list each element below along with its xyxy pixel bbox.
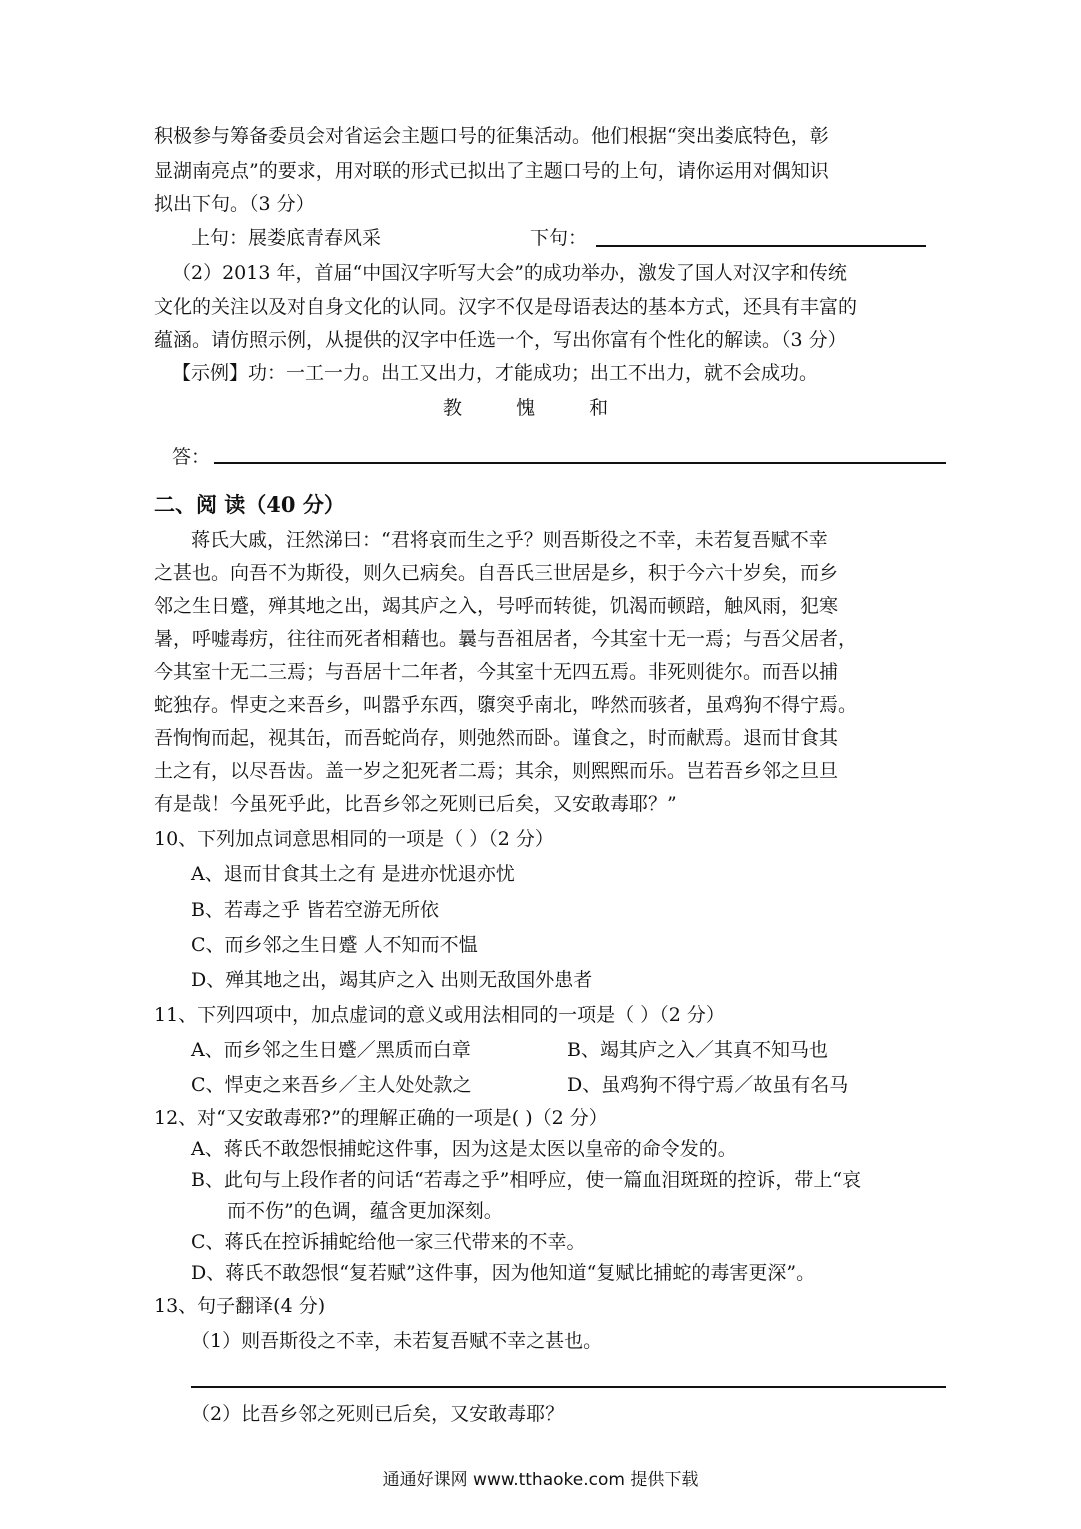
passage-line: 土之有，以尽吾齿。盖一岁之犯死者二焉；其余，则熙熙而乐。岂若吾乡邻之旦旦: [154, 760, 839, 782]
question-option: 而不伤”的色调，蕴含更加深刻。: [227, 1200, 503, 1222]
answer-blank-line: [214, 462, 946, 464]
answer-blank-line: [191, 1386, 946, 1388]
passage-line: 蒋氏大戚，汪然涕曰：“君将哀而生之乎？则吾斯役之不幸，未若复吾赋不幸: [191, 529, 828, 551]
question-option: D、蒋氏不敢怨恨“复若赋”这件事，因为他知道“复赋比捕蛇的毒害更深”。: [191, 1262, 816, 1284]
question-option: B、此句与上段作者的问话“若毒之乎”相呼应，使一篇血泪斑斑的控诉，带上“哀: [191, 1169, 862, 1191]
candidate-char: 和: [589, 397, 609, 419]
question-option: D、虽鸡狗不得宁焉／故虽有名马: [567, 1074, 849, 1096]
translation-item: （1）则吾斯役之不幸，未若复吾赋不幸之甚也。: [191, 1330, 603, 1352]
paragraph-line: 显湖南亮点”的要求，用对联的形式已拟出了主题口号的上句，请你运用对偶知识: [154, 160, 829, 182]
passage-line: 暑，呼嘘毒疠，往往而死者相藉也。曩与吾祖居者，今其室十无一焉；与吾父居者，: [154, 628, 858, 650]
passage-line: 吾恂恂而起，视其缶，而吾蛇尚存，则弛然而卧。谨食之，时而献焉。退而甘食其: [154, 727, 839, 749]
paragraph-line: 积极参与筹备委员会对省运会主题口号的征集活动。他们根据“突出娄底特色，彰: [154, 125, 829, 147]
paragraph-line: 文化的关注以及对自身文化的认同。汉字不仅是母语表达的基本方式，还具有丰富的: [154, 296, 858, 318]
question-option: B、竭其庐之入／其真不知马也: [567, 1039, 828, 1061]
question-option: C、而乡邻之生日蹙 人不知而不愠: [191, 934, 478, 956]
paragraph-line: （2）2013 年，首届“中国汉字听写大会”的成功举办，激发了国人对汉字和传统: [172, 262, 847, 284]
answer-blank-line: [596, 245, 926, 247]
passage-line: 有是哉！今虽死乎此，比吾乡邻之死则已后矣，又安敢毒耶？”: [154, 793, 677, 815]
example-line: 【示例】功：一工一力。出工又出力，才能成功；出工不出力，就不会成功。: [172, 362, 819, 384]
page-footer: 通通好课网 www.tthaoke.com 提供下载: [382, 1470, 699, 1490]
question-option: D、殚其地之出，竭其庐之入 出则无敌国外患者: [191, 969, 593, 991]
candidate-char: 愧: [516, 397, 536, 419]
section-heading: 二、阅 读（40 分）: [154, 492, 345, 517]
passage-line: 今其室十无二三焉；与吾居十二年者，今其室十无四五焉。非死则徙尔。而吾以捕: [154, 661, 839, 683]
question-option: A、蒋氏不敢怨恨捕蛇这件事，因为这是太医以皇帝的命令发的。: [191, 1138, 737, 1160]
lower-couplet-label: 下句：: [530, 227, 588, 249]
question-option: B、若毒之乎 皆若空游无所依: [191, 899, 440, 921]
paragraph-line: 拟出下句。（3 分）: [154, 193, 315, 215]
question-stem: 10、下列加点词意思相同的一项是（ ）（2 分）: [154, 828, 554, 850]
question-option: A、退而甘食其土之有 是进亦忧退亦忧: [191, 863, 515, 885]
question-stem: 13、句子翻译(4 分): [154, 1295, 326, 1317]
paragraph-line: 蕴涵。请仿照示例，从提供的汉字中任选一个，写出你富有个性化的解读。（3 分）: [154, 329, 847, 351]
question-stem: 12、对“又安敢毒邪?”的理解正确的一项是( )（2 分）: [154, 1107, 608, 1129]
question-option: C、蒋氏在控诉捕蛇给他一家三代带来的不幸。: [191, 1231, 586, 1253]
question-option: C、悍吏之来吾乡／主人处处款之: [191, 1074, 472, 1096]
candidate-characters: [443, 392, 656, 424]
passage-line: 邻之生日蹙，殚其地之出，竭其庐之入，号呼而转徙，饥渴而顿踣，触风雨，犯寒: [154, 595, 839, 617]
translation-item: （2）比吾乡邻之死则已后矣，又安敢毒耶？: [191, 1403, 565, 1425]
candidate-char: 教: [443, 397, 463, 419]
upper-couplet-label: 上句：展娄底青春风采: [191, 227, 382, 249]
passage-line: 之甚也。向吾不为斯役，则久已病矣。自吾氏三世居是乡，积于今六十岁矣，而乡: [154, 562, 839, 584]
answer-label: 答：: [172, 446, 211, 468]
passage-line: 蛇独存。悍吏之来吾乡，叫嚣乎东西，隳突乎南北，哗然而骇者，虽鸡狗不得宁焉。: [154, 694, 858, 716]
question-option: A、而乡邻之生日蹙／黑质而白章: [191, 1039, 471, 1061]
question-stem: 11、下列四项中，加点虚词的意义或用法相同的一项是（ ）（2 分）: [154, 1004, 725, 1026]
